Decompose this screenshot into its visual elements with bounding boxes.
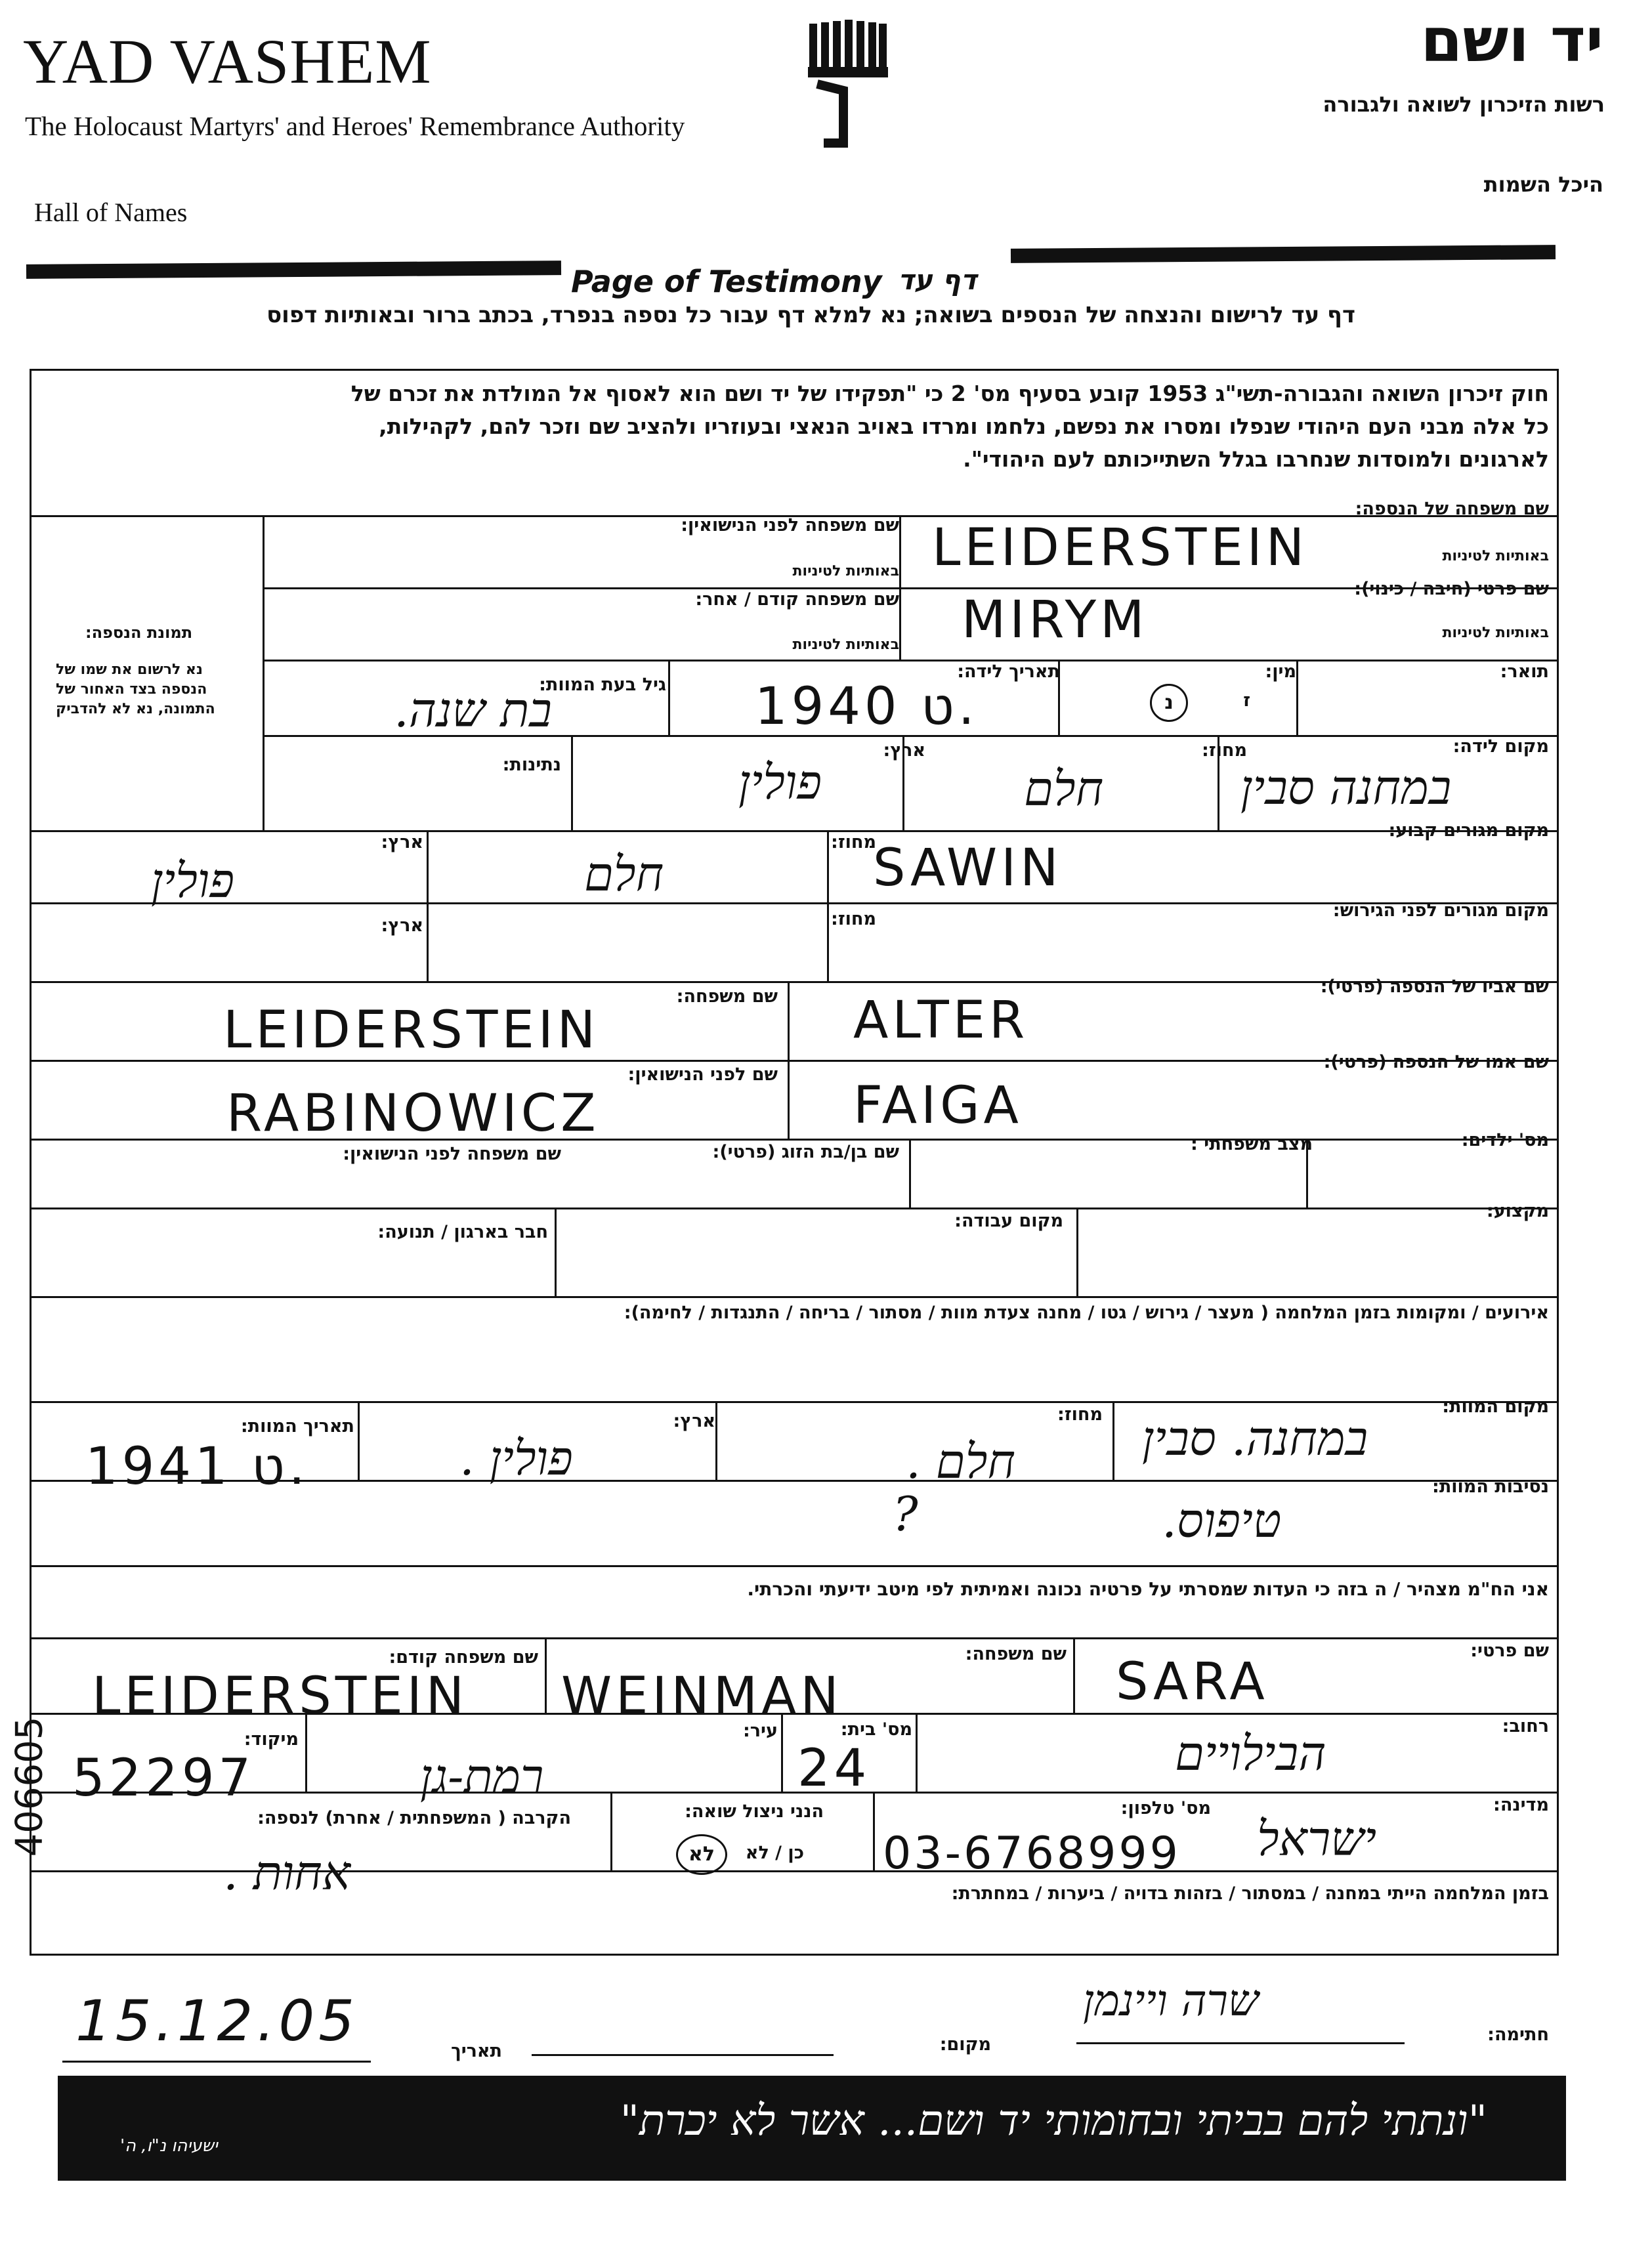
street-label: רחוב: (1502, 1716, 1549, 1736)
rule (916, 1713, 918, 1792)
victim-surname-value: LEIDERSTEIN (932, 518, 1309, 578)
death-place-value: במחנה. סבין (1142, 1411, 1368, 1466)
signature-label: חתימה: (1487, 2025, 1549, 2045)
footer-quote-bar (58, 2076, 1566, 2181)
sub-family-name-value: WEINMAN (561, 1667, 843, 1726)
residence-value: SAWIN (873, 839, 1063, 898)
pre-deport-label: מקום מגורים לפני הגירוש: (1332, 900, 1549, 921)
maiden-name-label: שם משפחה לפני הנישואין: (681, 515, 899, 536)
rule (30, 830, 1559, 832)
death-circumstances-label: נסיבות המוות: (1432, 1477, 1549, 1497)
law-text-1: חוק זיכרון השואה והגבורה-תשי"ג 1953 קובע בסעיף מס' 2 כי "תפקידו של יד ושם הוא לאסוף אל המולדת את זכרם של (350, 381, 1549, 406)
instructions: דף עד לרישום והנצחה של הנספים בשואה; נא למלא דף עבור כל נספה בנפרד, בכתב ברור ובאותיות דפוס (266, 302, 1355, 328)
law-text-2: כל אלה מבני העם היהודי שנפלו ומסרו את נפשם, נלחמו ומרדו באויב הנאצי ובעוזריו ולהציב שם וזכר להם, לקהילות, (379, 413, 1549, 439)
residence-label: מקום מגורים קבוע: (1388, 820, 1549, 841)
rule (1296, 660, 1298, 735)
gender-options: ז (1243, 690, 1250, 711)
rule (1076, 1208, 1078, 1296)
declaration: אני הח"מ מצהיר / ה בזה כי העדות שמסרתי על פרטיה נכונה ואמיתית לפי מיטב ידיעתי והכרתי. (747, 1578, 1549, 1600)
rule (571, 735, 573, 830)
first-name-value: MIRYM (962, 591, 1149, 650)
death-region-value: חלם . (906, 1434, 1015, 1489)
residence-country-label: ארץ: (381, 832, 423, 852)
rule (427, 830, 429, 981)
rule (30, 1565, 1559, 1567)
org-subtitle-he: רשות הזיכרון לשואה ולגבורה (1323, 92, 1605, 117)
survivor-label: הנני ניצול שואה: (685, 1801, 824, 1822)
events-label: אירועים / ומקומות בזמן המלחמה ( מעצר / גירוש / גטו / מחנה צעדת מוות / מסתור / בריחה / התנגדות / לחימה): (624, 1303, 1549, 1323)
rule (1073, 1637, 1075, 1713)
street-value: הבילויים (1175, 1726, 1326, 1781)
latin-label: באותיות לטיניות (1442, 548, 1549, 564)
house-no-value: 24 (797, 1739, 871, 1798)
zip-label: מיקוד: (244, 1729, 299, 1750)
rule (909, 1139, 911, 1208)
signature-line (1076, 2042, 1405, 2044)
death-question-value: ? (893, 1486, 918, 1542)
signature-value: שרה ויינמן (1083, 1975, 1259, 2026)
profession-label: מקצוע: (1486, 1201, 1549, 1221)
photo-note-3: התמונה, נא לא להדביק (56, 701, 215, 717)
mother-maiden-value: RABINOWICZ (226, 1084, 600, 1143)
footer-source: ישעיהו נ"ו, ה' (120, 2136, 218, 2156)
page-title-he: דף עד (898, 264, 977, 296)
birth-date-value: ט 1940. (755, 677, 979, 736)
rule (30, 1296, 1559, 1298)
victim-surname-label: שם משפחה של הנספה: (1355, 499, 1549, 519)
death-country-value: פולין . (459, 1431, 573, 1486)
children-label: מס' ילדים: (1461, 1130, 1549, 1150)
sub-first-name-value: SARA (1116, 1652, 1269, 1712)
residence-region-label: מחוז: (831, 832, 876, 852)
title-bar-right (1011, 245, 1556, 263)
photo-note-1: נא לרשום את שמו של (56, 662, 203, 678)
rule (358, 1401, 360, 1480)
death-country-label: ארץ: (673, 1411, 715, 1431)
hall-of-names: Hall of Names (34, 198, 188, 227)
latin-label-2: באותיות לטיניות (792, 563, 899, 579)
title-label: תואר: (1500, 662, 1549, 682)
photo-note-2: הנספה בצד האחור של (56, 681, 207, 698)
zip-value: 52297 (72, 1749, 255, 1808)
rule (1112, 1401, 1114, 1480)
rule (30, 1637, 1559, 1639)
residence-region-value: חלם (584, 847, 664, 902)
marital-label: מצב משפחתי : (1191, 1134, 1313, 1154)
relation-label: הקרבה ( המשפחתית / אחרת) לנספה: (257, 1808, 571, 1828)
rule (545, 1637, 547, 1713)
date-label: תאריך (451, 2041, 502, 2061)
rule (668, 660, 670, 735)
archive-number: 406605 (8, 1716, 51, 1857)
latin-label-4: באותיות לטיניות (792, 637, 899, 653)
wartime-label: בזמן המלחמה הייתי במחנה / במסתור / בזהות בדויה / ביערות / במחתרת: (951, 1883, 1549, 1904)
sub-family-name-label: שם משפחה: (965, 1644, 1067, 1664)
date-value: 15.12.05 (75, 1988, 358, 2054)
phone-value: 03-6768999 (883, 1828, 1181, 1880)
page-title: Page of Testimony (571, 264, 882, 299)
gender-label: מין: (1265, 662, 1296, 682)
prev-surname-label: שם משפחה קודם / אחר: (695, 589, 899, 610)
law-text-3: לארגונים ולמוסדות שנחרבו בגלל השתייכותם לעם היהודי". (963, 446, 1549, 472)
gender-value (1150, 684, 1188, 722)
death-date-label: תאריך המוות: (240, 1416, 354, 1437)
mother-label: שם אמו של הנספה (פרטי): (1323, 1052, 1549, 1072)
sub-prev-name-value: LEIDERSTEIN (92, 1667, 469, 1726)
death-circumstances-value: טיפוס. (1162, 1493, 1282, 1548)
rule (827, 830, 829, 981)
residence-country-value: פולין (151, 853, 235, 908)
menorah-logo (804, 18, 889, 156)
survivor-options: כן / לא (745, 1843, 804, 1863)
survivor-answer-text: לא (688, 1843, 715, 1866)
photo-title: תמונת הנספה: (85, 623, 193, 642)
org-member-label: חבר בארגון / תנועה: (377, 1222, 548, 1242)
birth-place-label: מקום לידה: (1452, 736, 1549, 757)
father-surname-label: שם משפחה: (676, 986, 778, 1007)
hall-he: היכל השמות (1483, 172, 1603, 197)
rule (263, 515, 265, 830)
first-name-label: שם פרטי (חיבה / כינוי): (1354, 579, 1549, 599)
spouse-maiden-label: שם משפחה לפני הנישואין: (343, 1144, 561, 1164)
place-line (532, 2054, 834, 2056)
age-at-death-value: בת שנה. (394, 682, 552, 738)
phone-label: מס' טלפון: (1120, 1798, 1211, 1818)
org-name-he: יד ושם (1420, 5, 1603, 75)
date-line (62, 2061, 371, 2063)
title-bar-left (26, 261, 561, 279)
birth-region-label: מחוז: (1202, 740, 1247, 761)
org-name: YAD VASHEM (23, 26, 432, 96)
mother-maiden-label: שם לפני הנישואין: (627, 1064, 778, 1085)
mother-first-value: FAIGA (853, 1076, 1023, 1135)
gender-value-text: נ (1164, 691, 1174, 714)
org-subtitle: The Holocaust Martyrs' and Heroes' Remembrance Authority (25, 111, 685, 141)
birth-country-label: ארץ: (883, 740, 925, 761)
rule (788, 981, 790, 1139)
state-label: מדינה: (1493, 1795, 1549, 1815)
footer-quote: "ונתתי להם בביתי ובחומותי יד ושם... אשר לא יכרת" (620, 2097, 1487, 2145)
birth-place-value: במחנה סבין (1240, 760, 1452, 815)
death-date-value: ט 1941. (85, 1437, 309, 1496)
citizenship-label: נתינות: (502, 755, 561, 775)
spouse-label: שם בן/בת הזוג (פרטי): (712, 1142, 899, 1162)
father-surname-value: LEIDERSTEIN (223, 1001, 600, 1060)
sub-prev-name-label: שם משפחה קודם: (389, 1647, 538, 1668)
birth-date-label: תאריך לידה: (957, 662, 1060, 682)
rule (555, 1208, 557, 1296)
rule (610, 1792, 612, 1870)
rule (30, 902, 1559, 904)
relation-value: אחות . (223, 1845, 350, 1900)
death-place-label: מקום המוות: (1442, 1396, 1549, 1417)
death-region-label: מחוז: (1057, 1404, 1103, 1425)
workplace-label: מקום עבודה: (954, 1211, 1063, 1231)
city-label: עיר: (743, 1721, 778, 1741)
age-at-death-label: גיל בעת המוות: (539, 675, 666, 695)
rule (715, 1401, 717, 1480)
rule (263, 660, 1559, 662)
pre-deport-country-label: ארץ: (381, 915, 423, 936)
birth-country-value: פולין (738, 755, 822, 810)
birth-region-value: חלם (1024, 761, 1104, 816)
rule (899, 515, 901, 660)
pre-deport-region-label: מחוז: (831, 909, 876, 929)
survivor-answer (676, 1834, 727, 1875)
latin-label-3: באותיות לטיניות (1442, 625, 1549, 641)
house-no-label: מס' בית: (840, 1719, 912, 1740)
place-label: מקום: (939, 2034, 991, 2055)
rule (30, 1792, 1559, 1794)
rule (873, 1792, 875, 1870)
rule (30, 1401, 1559, 1403)
state-value: ישראל (1257, 1811, 1377, 1866)
father-label: שם אביו של הנספה (פרטי): (1320, 976, 1549, 997)
father-first-value: ALTER (853, 991, 1029, 1050)
city-value: רמת-גן (420, 1749, 544, 1804)
sub-first-name-label: שם פרטי: (1470, 1641, 1549, 1661)
rule (30, 1208, 1559, 1209)
